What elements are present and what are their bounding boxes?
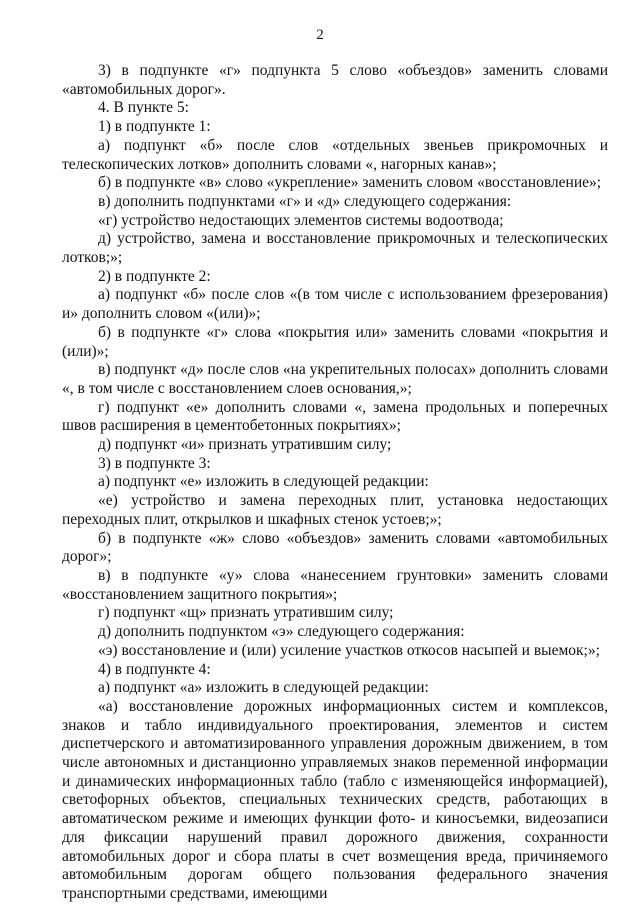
page-number: 2 [316,27,324,43]
paragraph: в) подпункт «д» после слов «на укрепительных полосах» дополнить словами «, в том числе с восстановлением слоев основания,»; [62,361,608,397]
paragraph: 3) в подпункте «г» подпункта 5 слово «объездов» заменить словами «автомобильных дорог». [62,62,608,98]
paragraph: «г) устройство недостающих элементов системы водоотвода; [98,211,504,229]
paragraph: а) подпункт «а» изложить в следующей редакции: [98,679,429,697]
paragraph: г) подпункт «е» дополнить словами «, замена продольных и поперечных швов расширения в цементобетонных покрытиях»; [62,398,608,435]
paragraph: а) подпункт «б» после слов «(в том числе с использованием фрезерования) и» дополнить словом «(или)»; [62,286,608,323]
paragraph: 1) в подпункте 1: [98,118,211,136]
paragraph: 4. В пункте 5: [98,99,189,117]
paragraph: а) подпункт «е» изложить в следующей редакции: [98,473,429,491]
document-body [62,62,608,904]
paragraph: «е) устройство и замена переходных плит, установка недостающих переходных плит, открылков и шкафных стенок устоев;»; [62,492,608,528]
paragraph: «а) восстановление дорожных информационных систем и комплексов, знаков и табло индивидуального проектирования, элементов и систем диспетчерского и автоматизированного управления дорожным движением, в том числе автономных и дистанционно управляемых знаков переменной информации и динамических информационных табло (табло с изменяющейся информацией), светофорных объектов, специальных технических средств, работающих в автоматическом режиме и имеющих функции фото- и киносъемки, видеозаписи для фиксации нарушений правил дорожного движения, сохранности автомобильных дорог и сбора платы в счет возмещения вреда, причиняемого автомобильным дорогам общего пользования федерального значения транспортными средствами, имеющими [62,697,608,902]
paragraph: д) подпункт «и» признать утратившим силу; [98,436,392,454]
paragraph: а) подпункт «б» после слов «отдельных звеньев прикромочных и телескопических лотков» дополнить словами «, нагорных канав»; [62,136,608,173]
paragraph: в) дополнить подпунктами «г» и «д» следующего содержания: [98,192,512,210]
paragraph: б) в подпункте «г» слова «покрытия или» заменить словами «покрытия и (или)»; [62,323,608,360]
paragraph: д) дополнить подпунктом «э» следующего содержания: [98,623,465,641]
paragraph: «э) восстановление и (или) усиление участков откосов насыпей и выемок;»; [98,641,600,659]
paragraph: б) в подпункте «ж» слово «объездов» заменить словами «автомобильных дорог»; [62,529,608,566]
paragraph: 3) в подпункте 3: [98,454,211,472]
paragraph: г) подпункт «щ» признать утратившим силу; [98,604,394,622]
paragraph: 4) в подпункте 4: [98,660,211,678]
paragraph: в) в подпункте «у» слова «нанесением грунтовки» заменить словами «восстановлением защитного покрытия»; [62,566,608,603]
paragraph: б) в подпункте «в» слово «укрепление» заменить словом «восстановление»; [98,174,602,192]
paragraph: д) устройство, замена и восстановление прикромочных и телескопических лотков;»; [62,230,608,267]
paragraph: 2) в подпункте 2: [98,267,211,285]
